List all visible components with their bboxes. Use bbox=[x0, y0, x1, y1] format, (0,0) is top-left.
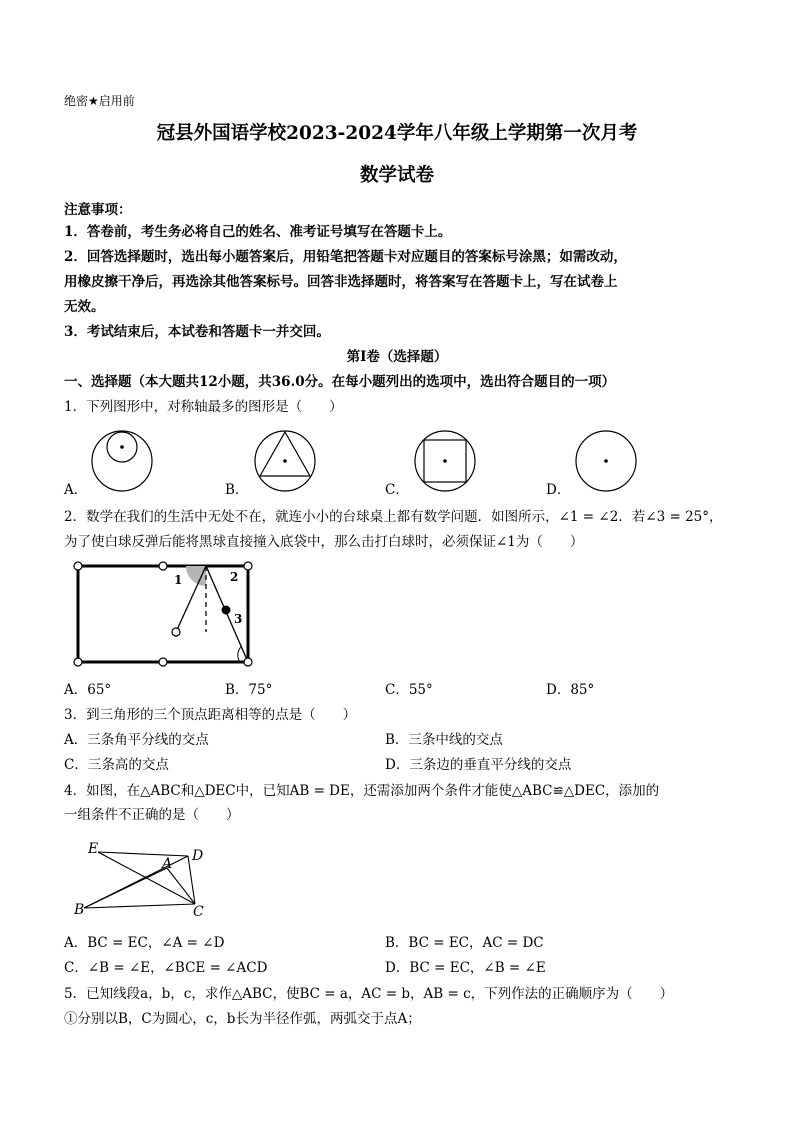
q3-option-a[interactable]: A．三条角平分线的交点 bbox=[64, 732, 209, 748]
q4-option-c[interactable]: C．∠B = ∠E，∠BCE = ∠ACD bbox=[64, 960, 268, 976]
q1-option-c[interactable]: C． bbox=[385, 482, 409, 498]
part-title: 第Ⅰ卷（选择题） bbox=[346, 349, 448, 365]
q1-stem: 1．下列图形中，对称轴最多的图形是（ ） bbox=[64, 399, 343, 415]
q2-option-a[interactable]: A．65° bbox=[64, 682, 112, 698]
q1-option-b[interactable]: B． bbox=[225, 482, 249, 498]
q3-option-d[interactable]: D．三条边的垂直平分线的交点 bbox=[385, 757, 572, 773]
q4-option-b[interactable]: B．BC = EC，AC = DC bbox=[385, 935, 544, 951]
q1-figure-c bbox=[412, 430, 478, 492]
notice-item-2-line1: 2．回答选择题时，选出每小题答案后，用铅笔把答题卡对应题目的答案标号涂黑；如需改动， bbox=[64, 249, 627, 265]
q2-stem-line1: 2．数学在我们的生活中无处不在，就连小小的台球桌上都有数学问题．如图所示，∠1 = ∠2．若∠3 = 25°， bbox=[64, 509, 723, 525]
q2-angle-3-label: 3 bbox=[234, 612, 243, 626]
q1-option-d[interactable]: D． bbox=[546, 482, 571, 498]
q1-figure-d bbox=[574, 430, 640, 492]
q4-label-c: C bbox=[193, 904, 204, 920]
notice-item-2-line3: 无效。 bbox=[64, 299, 105, 315]
notice-item-1: 1．答卷前，考生务必将自己的姓名、准考证号填写在答题卡上。 bbox=[64, 224, 452, 240]
q4-stem-line1: 4．如图，在△ABC和△DEC中，已知AB = DE，还需添加两个条件才能使△ABC≌△DEC，添加的 bbox=[64, 783, 660, 799]
q2-option-b[interactable]: B．75° bbox=[225, 682, 273, 698]
q2-billiard-figure bbox=[72, 560, 256, 668]
q4-stem-line2: 一组条件不正确的是（ ） bbox=[64, 807, 240, 823]
q4-triangle-figure bbox=[70, 838, 220, 922]
notice-item-3: 3．考试结束后，本试卷和答题卡一并交回。 bbox=[64, 324, 330, 340]
exam-title: 冠县外国语学校2023-2024学年八年级上学期第一次月考 bbox=[156, 123, 638, 144]
q3-option-c[interactable]: C．三条高的交点 bbox=[64, 757, 169, 773]
q2-angle-2-label: 2 bbox=[230, 570, 239, 584]
q4-option-a[interactable]: A．BC = EC，∠A = ∠D bbox=[64, 935, 225, 951]
q3-option-b[interactable]: B．三条中线的交点 bbox=[385, 732, 503, 748]
q3-stem: 3．到三角形的三个顶点距离相等的点是（ ） bbox=[64, 707, 357, 723]
q2-option-d[interactable]: D．85° bbox=[546, 682, 595, 698]
q1-figure-b bbox=[252, 430, 318, 492]
q2-option-c[interactable]: C．55° bbox=[385, 682, 433, 698]
q1-option-a[interactable]: A． bbox=[64, 482, 88, 498]
q4-label-d: D bbox=[192, 848, 204, 864]
notice-item-2-line2: 用橡皮擦干净后，再选涂其他答案标号。回答非选择题时，将答案写在答题卡上，写在试卷上 bbox=[64, 274, 618, 290]
section-heading: 一、选择题（本大题共12小题，共36.0分。在每小题列出的选项中，选出符合题目的一项） bbox=[64, 374, 616, 390]
q1-figure-a bbox=[90, 430, 156, 492]
notice-heading: 注意事项： bbox=[64, 202, 132, 218]
q5-stem: 5．已知线段a，b，c，求作△ABC，使BC = a，AC = b，AB = c，下列作法的正确顺序为（ ） bbox=[64, 986, 674, 1002]
q4-option-d[interactable]: D．BC = EC，∠B = ∠E bbox=[385, 960, 546, 976]
q4-label-a: A bbox=[162, 856, 173, 872]
q4-label-b: B bbox=[74, 902, 85, 918]
confidential-mark: 绝密★启用前 bbox=[64, 94, 135, 108]
exam-subtitle: 数学试卷 bbox=[359, 165, 434, 186]
q2-stem-line2: 为了使白球反弹后能将黑球直接撞入底袋中，那么击打白球时，必须保证∠1为（ ） bbox=[64, 534, 584, 550]
q2-angle-1-label: 1 bbox=[174, 573, 183, 587]
q4-label-e: E bbox=[88, 841, 99, 857]
q5-step-1: ①分别以B，C为圆心，c，b长为半径作弧，两弧交于点A； bbox=[64, 1011, 421, 1027]
